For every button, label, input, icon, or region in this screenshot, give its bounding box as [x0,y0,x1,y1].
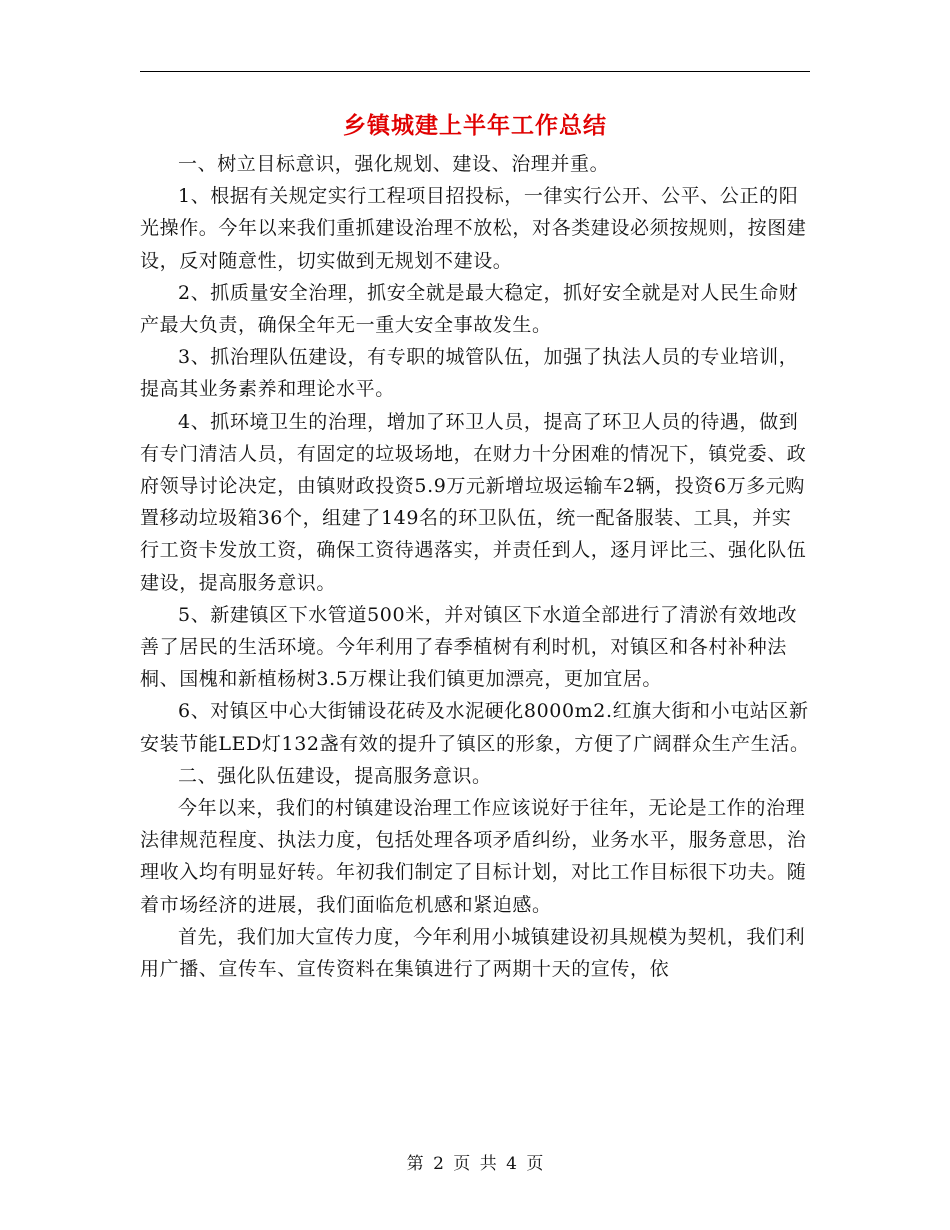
paragraph: 5、新建镇区下水管道500米，并对镇区下水道全部进行了清淤有效地改善了居民的生活环境。今年利用了春季植树有利时机，对镇区和各村补种法桐、国槐和新植杨树3.5万棵让我们镇更加漂亮，更加宜居。 [140,603,798,691]
paragraph: 3、抓治理队伍建设，有专职的城管队伍，加强了执法人员的专业培训，提高其业务素养和理论水平。 [140,346,799,401]
paragraph: 一、树立目标意识，强化规划、建设、治理并重。 [178,153,610,175]
paragraph: 4、抓环境卫生的治理，增加了环卫人员，提高了环卫人员的待遇，做到有专门清洁人员，有固定的垃圾场地，在财力十分困难的情况下，镇党委、政府领导讨论决定，由镇财政投资5.9万元新增垃圾运输车2辆，投资6万多元购置移动垃圾箱36个，组建了149名的环卫队伍，统一配备服装、工具，并实行工资卡发放工资，确保工资待遇落实，并责任到人，逐月评比三、强化队伍建设，提高服务意识。 [140,410,807,594]
paragraph: 二、强化队伍建设，提高服务意识。 [178,764,492,787]
paragraph: 1、根据有关规定实行工程项目招投标，一律实行公开、公平、公正的阳光操作。今年以来我们重抓建设治理不放松，对各类建设必须按规则，按图建设，反对随意性，切实做到无规划不建设。 [140,185,807,272]
document-title: 乡镇城建上半年工作总结 [343,112,607,139]
header-rule [140,71,810,72]
paragraph: 2、抓质量安全治理，抓安全就是最大稳定，抓好安全就是对人民生命财产最大负责，确保全年无一重大安全事故发生。 [140,281,799,337]
paragraph: 首先，我们加大宣传力度，今年利用小城镇建设初具规模为契机，我们利用广播、宣传车、宣传资料在集镇进行了两期十天的宣传，依 [140,925,806,981]
page-number-footer: 第 2 页 共 4 页 [406,1154,544,1174]
paragraph: 6、对镇区中心大街铺设花砖及水泥硬化8000m2.红旗大街和小屯站区新安装节能LED灯132盏有效的提升了镇区的形象，方便了广阔群众生产生活。 [140,700,810,755]
paragraph: 今年以来，我们的村镇建设治理工作应该说好于往年，无论是工作的治理法律规范程度、执法力度，包括处理各项矛盾纠纷，业务水平，服务意思，治理收入均有明显好转。年初我们制定了目标计划，对比工作目标很下功夫。随着市场经济的进展，我们面临危机感和紧迫感。 [140,797,807,916]
document-body [140,148,810,985]
